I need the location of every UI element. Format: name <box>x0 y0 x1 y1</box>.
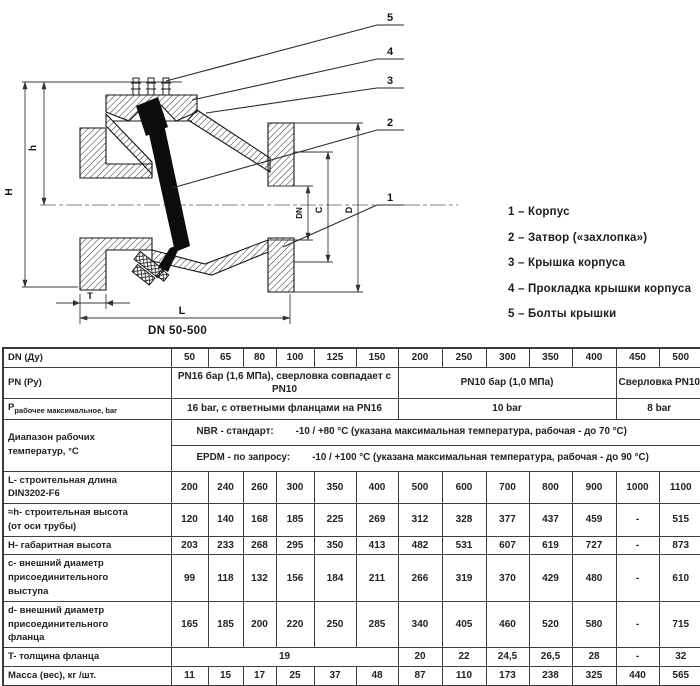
table-cell: Сверловка PN10 <box>616 367 700 398</box>
table-cell: 168 <box>243 504 276 537</box>
table-cell: 460 <box>486 601 529 647</box>
callout-4: 4 <box>386 46 394 58</box>
parts-legend <box>508 206 691 334</box>
table-cell: - <box>616 601 659 647</box>
table-cell: 900 <box>572 471 616 504</box>
row-label: L- строительная длина DIN3202-F6 <box>3 471 171 504</box>
table-row <box>3 648 700 667</box>
table-cell: 99 <box>171 555 208 601</box>
dim-D-label: D <box>344 206 354 214</box>
table-cell: 312 <box>398 504 442 537</box>
table-row <box>3 367 700 398</box>
dim-H-label: H <box>4 188 15 196</box>
table-cell: 413 <box>356 536 398 555</box>
table-cell: 118 <box>208 555 243 601</box>
table-cell: 500 <box>398 471 442 504</box>
table-cell: 600 <box>442 471 486 504</box>
table-cell: 250 <box>314 601 356 647</box>
table-cell: 11 <box>171 666 208 685</box>
table-cell: 150 <box>356 348 398 367</box>
row-label: H- габаритная высота <box>3 536 171 555</box>
table-cell: 16 bar, с ответными фланцами на PN16 <box>171 398 398 419</box>
table-cell: 295 <box>276 536 314 555</box>
table-cell: 580 <box>572 601 616 647</box>
legend-item-4: 4 – Прокладка крышки корпуса <box>508 282 692 295</box>
table-cell: 20 <box>398 648 442 667</box>
table-cell: 200 <box>398 348 442 367</box>
table-cell: 500 <box>659 348 700 367</box>
table-row <box>3 419 700 445</box>
table-row <box>3 536 700 555</box>
table-cell: 26,5 <box>529 648 572 667</box>
table-row <box>3 471 700 504</box>
table-cell: - <box>616 555 659 601</box>
table-cell: 25 <box>276 666 314 685</box>
table-cell: 132 <box>243 555 276 601</box>
valve-body <box>80 110 294 292</box>
table-cell: 184 <box>314 555 356 601</box>
table-cell: 10 bar <box>398 398 616 419</box>
table-cell: 200 <box>171 471 208 504</box>
legend-item-1: 1 – Корпус <box>508 206 570 218</box>
legend-item-3: 3 – Крышка корпуса <box>508 257 626 269</box>
table-cell: 480 <box>572 555 616 601</box>
row-label: PN (Ру) <box>3 367 171 398</box>
table-row <box>3 398 700 419</box>
table-cell: 48 <box>356 666 398 685</box>
table-cell: 350 <box>529 348 572 367</box>
table-cell: 300 <box>486 348 529 367</box>
row-label: Масса (вес), кг /шт. <box>3 666 171 685</box>
table-cell: 80 <box>243 348 276 367</box>
table-cell: 269 <box>356 504 398 537</box>
table-row <box>3 555 700 601</box>
table-cell: 429 <box>529 555 572 601</box>
temperature-cell: NBR - стандарт: -10 / +80 °C (указана максимальная температура, рабочая - до 70 °C) <box>171 419 700 445</box>
table-cell: 22 <box>442 648 486 667</box>
callout-1: 1 <box>386 192 394 204</box>
cover-bolts <box>131 78 171 95</box>
table-cell: 50 <box>171 348 208 367</box>
table-cell: 482 <box>398 536 442 555</box>
table-cell: 370 <box>486 555 529 601</box>
table-cell: 266 <box>398 555 442 601</box>
table-cell: 100 <box>276 348 314 367</box>
dim-DN-label: DN <box>295 207 304 219</box>
table-cell: 185 <box>208 601 243 647</box>
table-cell: 440 <box>616 666 659 685</box>
table-cell: 607 <box>486 536 529 555</box>
table-cell: 8 bar <box>616 398 700 419</box>
dn-range-label: DN 50-500 <box>148 325 208 337</box>
table-cell: 32 <box>659 648 700 667</box>
row-label: DN (Ду) <box>3 348 171 367</box>
dim-h-label: h <box>28 144 39 152</box>
table-cell: 15 <box>208 666 243 685</box>
callout-3: 3 <box>386 75 394 87</box>
table-cell: 715 <box>659 601 700 647</box>
table-cell: 140 <box>208 504 243 537</box>
table-cell: 185 <box>276 504 314 537</box>
table-row <box>3 348 700 367</box>
temperature-cell: EPDM - по запросу: -10 / +100 °C (указана максимальная температура, рабочая - до 90 °C) <box>171 445 700 471</box>
table-cell: 377 <box>486 504 529 537</box>
table-cell: PN10 бар (1,0 МПа) <box>398 367 616 398</box>
row-label: $P_{рабочее максимальное, bar}$ <box>3 398 171 419</box>
table-row <box>3 504 700 537</box>
table-cell: 400 <box>356 471 398 504</box>
table-cell: 285 <box>356 601 398 647</box>
table-cell: 200 <box>243 601 276 647</box>
table-cell: 173 <box>486 666 529 685</box>
table-cell: 437 <box>529 504 572 537</box>
table-cell: - <box>616 536 659 555</box>
callout-2: 2 <box>386 117 394 129</box>
table-cell: - <box>616 648 659 667</box>
table-cell: 250 <box>442 348 486 367</box>
table-cell: 565 <box>659 666 700 685</box>
legend-item-5: 5 – Болты крышки <box>508 308 617 320</box>
table-cell: 238 <box>529 666 572 685</box>
table-cell: 800 <box>529 471 572 504</box>
table-cell: 120 <box>171 504 208 537</box>
table-cell: 211 <box>356 555 398 601</box>
table-cell: 873 <box>659 536 700 555</box>
legend-item-2: 2 – Затвор («захлопка») <box>508 231 648 244</box>
table-cell: 1000 <box>616 471 659 504</box>
table-cell: 340 <box>398 601 442 647</box>
table-row <box>3 601 700 647</box>
row-label: ≈h- строительная высота (от оси трубы) <box>3 504 171 537</box>
table-cell: 125 <box>314 348 356 367</box>
table-cell: 37 <box>314 666 356 685</box>
table-cell: 203 <box>171 536 208 555</box>
table-cell: 110 <box>442 666 486 685</box>
table-cell: 328 <box>442 504 486 537</box>
table-cell: 520 <box>529 601 572 647</box>
table-cell: 619 <box>529 536 572 555</box>
table-cell: 65 <box>208 348 243 367</box>
table-row <box>3 666 700 685</box>
table-cell: 531 <box>442 536 486 555</box>
table-cell: 17 <box>243 666 276 685</box>
callout-5: 5 <box>386 12 394 24</box>
table-cell: 240 <box>208 471 243 504</box>
table-cell: 700 <box>486 471 529 504</box>
row-label: Диапазон рабочих температур, °C <box>3 419 171 471</box>
table-cell: 156 <box>276 555 314 601</box>
table-cell: 225 <box>314 504 356 537</box>
table-cell: 165 <box>171 601 208 647</box>
table-cell: 87 <box>398 666 442 685</box>
row-label: c- внешний диаметр присоединительного выступа <box>3 555 171 601</box>
dim-L-label: L <box>178 305 186 317</box>
row-label: d- внешний диаметр присоединительного фланца <box>3 601 171 647</box>
table-cell: 220 <box>276 601 314 647</box>
table-cell: 260 <box>243 471 276 504</box>
table-cell: 319 <box>442 555 486 601</box>
table-cell: 515 <box>659 504 700 537</box>
table-cell: 268 <box>243 536 276 555</box>
table-cell: 610 <box>659 555 700 601</box>
table-cell: 727 <box>572 536 616 555</box>
table-cell: 1100 <box>659 471 700 504</box>
table-cell: 350 <box>314 536 356 555</box>
table-cell: - <box>616 504 659 537</box>
table-cell: 28 <box>572 648 616 667</box>
table-cell: PN16 бар (1,6 МПа), сверловка совпадает с PN10 <box>171 367 398 398</box>
table-cell: 300 <box>276 471 314 504</box>
table-cell: 19 <box>171 648 398 667</box>
table-cell: 459 <box>572 504 616 537</box>
table-cell: 325 <box>572 666 616 685</box>
table-cell: 405 <box>442 601 486 647</box>
table-cell: 24,5 <box>486 648 529 667</box>
table-cell: 450 <box>616 348 659 367</box>
table-cell: 400 <box>572 348 616 367</box>
table-cell: 350 <box>314 471 356 504</box>
table-cell: 233 <box>208 536 243 555</box>
dimensions-table <box>2 347 700 686</box>
row-label: T- толщина фланца <box>3 648 171 667</box>
dim-C-label: C <box>314 206 324 214</box>
dim-T-label: T <box>87 291 93 302</box>
